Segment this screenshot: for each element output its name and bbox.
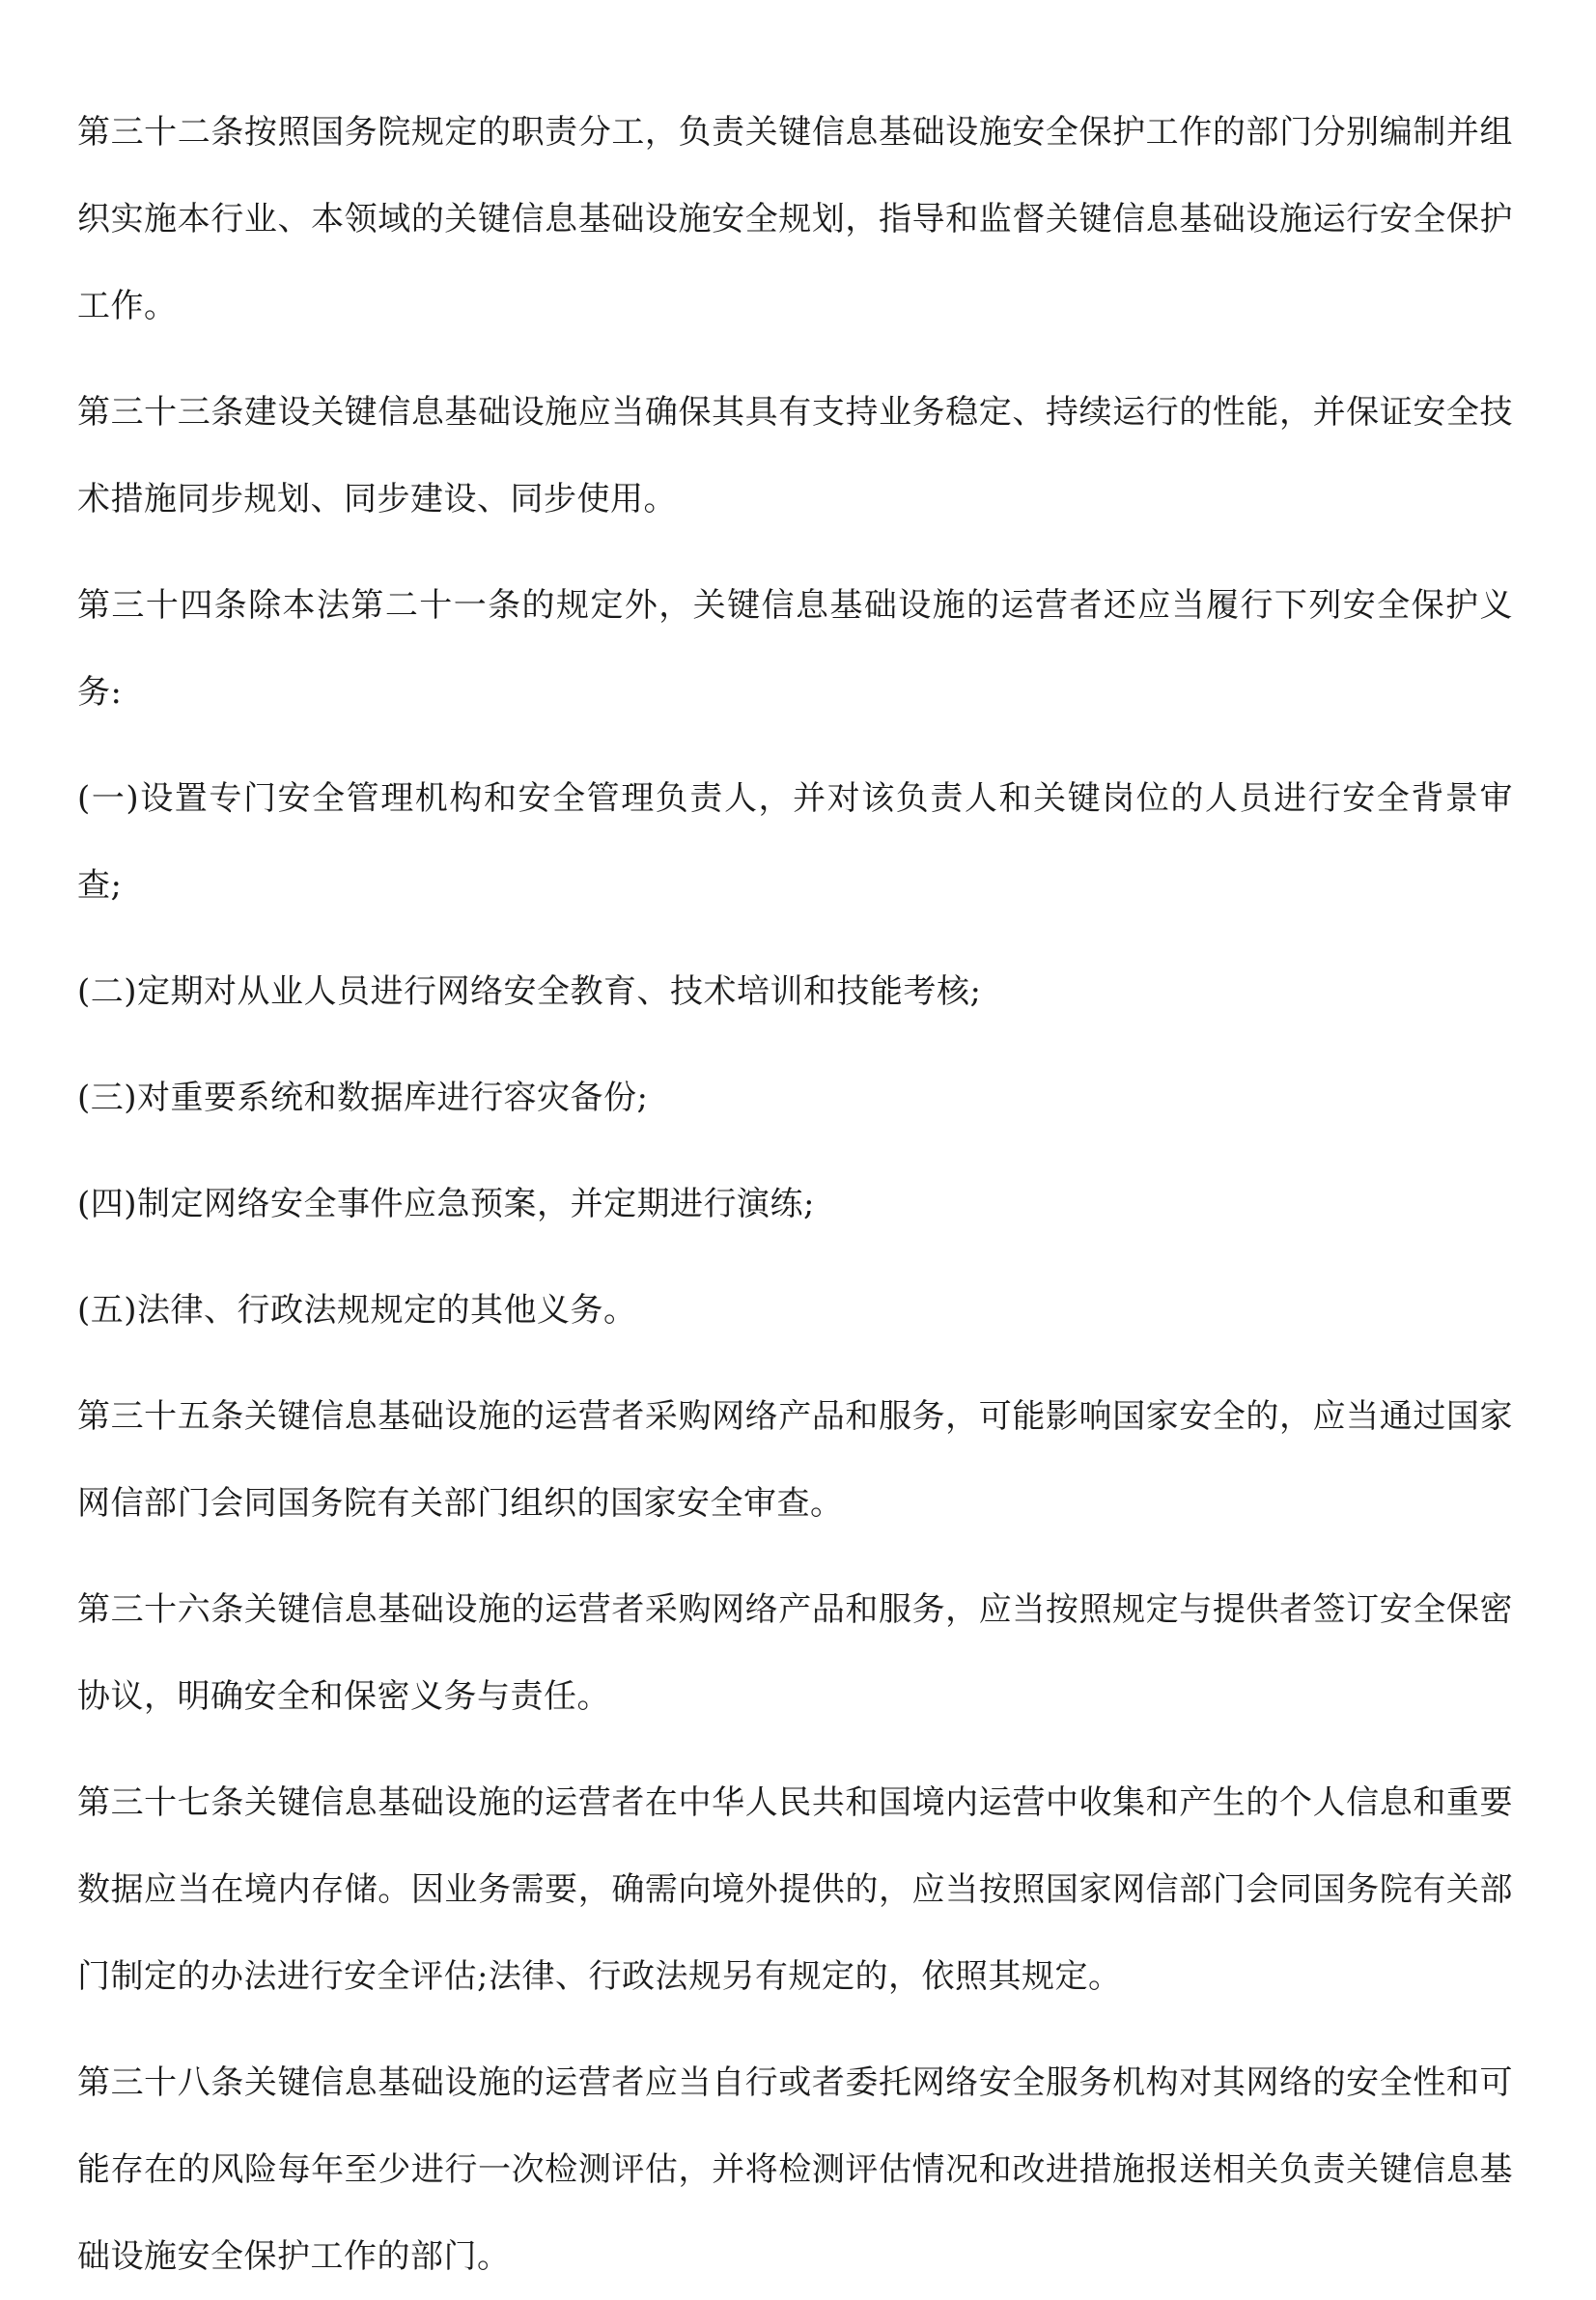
list-item-2: (二)定期对从业人员进行网络安全教育、技术培训和技能考核; bbox=[77, 972, 982, 1011]
article-38-paragraph: 第三十八条关键信息基础设施的运营者应当自行或者委托网络安全服务机构对其网络的安全性和可能存在的风险每年至少进行一次检测评估，并将检测评估情况和改进措施报送相关负责关键信息基础设施安全保护工作的部门。 bbox=[77, 2063, 1513, 2276]
article-32-paragraph: 第三十二条按照国务院规定的职责分工，负责关键信息基础设施安全保护工作的部门分别编制并组织实施本行业、本领域的关键信息基础设施安全规划，指导和监督关键信息基础设施运行安全保护工作。 bbox=[77, 113, 1513, 325]
article-37-paragraph: 第三十七条关键信息基础设施的运营者在中华人民共和国境内运营中收集和产生的个人信息和重要数据应当在境内存储。因业务需要，确需向境外提供的，应当按照国家网信部门会同国务院有关部门制定的办法进行安全评估;法律、行政法规另有规定的，依照其规定。 bbox=[77, 1783, 1513, 1996]
article-33-paragraph: 第三十三条建设关键信息基础设施应当确保其具有支持业务稳定、持续运行的性能，并保证安全技术措施同步规划、同步建设、同步使用。 bbox=[77, 393, 1513, 519]
list-item-4: (四)制定网络安全事件应急预案，并定期进行演练; bbox=[77, 1185, 815, 1223]
list-item-1: (一)设置专门安全管理机构和安全管理负责人，并对该负责人和关键岗位的人员进行安全背景审查; bbox=[77, 779, 1513, 905]
article-36-paragraph: 第三十六条关键信息基础设施的运营者采购网络产品和服务，应当按照规定与提供者签订安全保密协议，明确安全和保密义务与责任。 bbox=[77, 1590, 1513, 1716]
list-item-3: (三)对重要系统和数据库进行容灾备份; bbox=[77, 1079, 649, 1117]
list-item-5: (五)法律、行政法规规定的其他义务。 bbox=[77, 1291, 637, 1330]
article-34-paragraph: 第三十四条除本法第二十一条的规定外，关键信息基础设施的运营者还应当履行下列安全保护义务: bbox=[77, 586, 1513, 712]
article-35-paragraph: 第三十五条关键信息基础设施的运营者采购网络产品和服务，可能影响国家安全的，应当通过国家网信部门会同国务院有关部门组织的国家安全审查。 bbox=[77, 1397, 1513, 1523]
